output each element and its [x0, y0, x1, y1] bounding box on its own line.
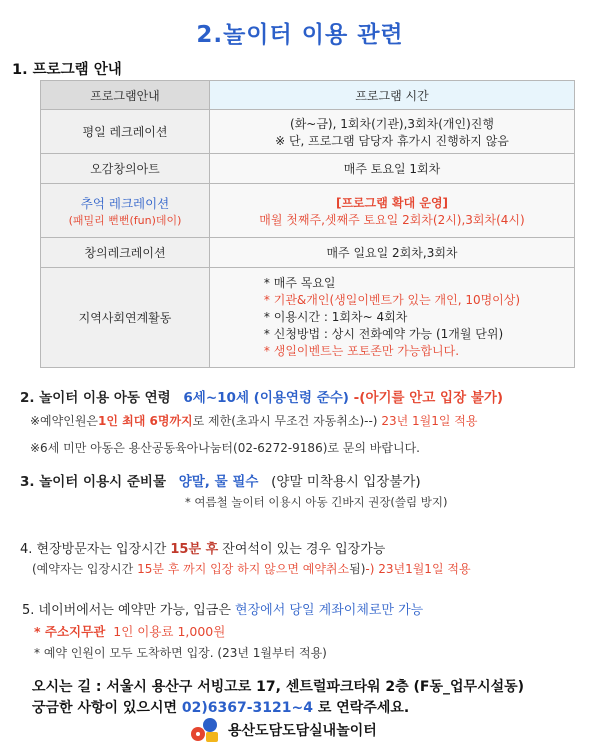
section5-line2	[34, 622, 225, 640]
program-time	[210, 110, 575, 154]
program-time	[210, 184, 575, 238]
note-text: 로 제한(초과시 무조건 자동취소)--)	[192, 414, 378, 428]
table-header-row	[41, 81, 575, 110]
program-time: 매주 일요일 2회차,3회차	[210, 238, 575, 268]
table-row	[41, 154, 575, 184]
brand-name: 용산도담도담실내놀이터	[228, 723, 377, 739]
program-name-subline: (패밀리 뻔뻔(fun)데이)	[68, 213, 182, 227]
highlight: 15분 후	[170, 542, 219, 557]
program-time-line: * 기관&개인(생일이벤트가 있는 개인, 10명이상)	[263, 293, 521, 307]
section4-line1	[20, 538, 385, 557]
note-highlight: 1인 최대 6명까지	[98, 414, 193, 428]
section2-age: 6세~10세 (이용연령 준수)	[183, 390, 349, 406]
program-name: 창의레크레이션	[41, 238, 210, 268]
text: (예약자는 입장시간	[32, 562, 134, 576]
program-detail-list	[264, 275, 520, 360]
program-time-line: [프로그램 확대 운영]	[335, 195, 449, 210]
program-time-line: 매월 첫째주,셋째주 토요일 2회차(2시),3회차(4시)	[259, 212, 525, 227]
text: * 주소지무관	[34, 624, 106, 639]
program-table	[40, 80, 575, 368]
section2-note1	[30, 412, 477, 429]
section2-note2: ※6세 미만 아동은 용산공동육아나눔터(02-6272-9186)로 문의 바랍니다.	[30, 441, 420, 455]
highlight: 1인 이용료 1,000원	[113, 624, 226, 639]
program-name	[41, 184, 210, 238]
program-time-line: * 생일이벤트는 포토존만 가능합니다.	[263, 344, 460, 358]
page-title: 2.놀이터 이용 관련	[196, 22, 404, 48]
phone-number: 02)6367-3121~4	[181, 700, 313, 716]
text: 됨)	[349, 562, 366, 576]
program-time-line: * 이용시간 : 1회차~ 4회차	[263, 310, 408, 324]
note-text: ※예약인원은	[30, 414, 99, 428]
section2-warn: -(아기를 안고 입장 불가)	[353, 390, 504, 406]
program-time: 매주 토요일 1회차	[210, 154, 575, 184]
note-date: -) 23년1월1일 적용	[365, 562, 471, 576]
highlight: 15분 후 까지 입장 하지 않으면 예약취소	[137, 562, 350, 576]
program-time-line: (화~금), 1회차(기관),3회차(개인)진행	[290, 116, 494, 131]
text: 5. 네이버에서는 예약만 가능, 입금은	[22, 603, 231, 618]
program-time	[210, 268, 575, 368]
table-row	[41, 110, 575, 154]
program-name: 오감창의아트	[41, 154, 210, 184]
section5-line3: * 예약 인원이 모두 도착하면 입장. (23년 1월부터 적용)	[34, 646, 327, 660]
text: 궁금한 사항이 있으시면	[32, 700, 177, 716]
highlight: 현장에서 당일 계좌이체로만 가능	[235, 603, 424, 618]
text: 로 연락주세요.	[317, 700, 410, 716]
program-name: 평일 레크레이션	[41, 110, 210, 154]
section3-note: * 여름철 놀이터 이용시 아동 긴바지 권장(쓸림 방지)	[185, 495, 448, 509]
section3-aside: (양말 미착용시 입장불가)	[271, 474, 421, 490]
brand-logo-icon	[190, 716, 222, 744]
text: 잔여석이 있는 경우 입장가능	[222, 542, 386, 557]
text: 4. 현장방문자는 입장시간	[20, 542, 167, 557]
section5-line1	[22, 599, 423, 618]
section4-line2	[32, 560, 471, 577]
program-time-line: * 매주 목요일	[263, 276, 336, 290]
section2-line	[20, 386, 503, 406]
table-row	[41, 268, 575, 368]
section3-label: 3. 놀이터 이용시 준비물	[20, 474, 166, 490]
program-name: 지역사회연계활동	[41, 268, 210, 368]
program-time-line: ※ 단, 프로그램 담당자 휴가시 진행하지 않음	[275, 133, 509, 148]
section3-items: 양말, 물 필수	[178, 474, 259, 490]
program-name-line: 추억 레크레이션	[80, 195, 170, 211]
footer-address: 오시는 길 : 서울시 용산구 서빙고로 17, 센트럴파크타워 2층 (F동_업무시설동)	[32, 679, 525, 695]
table-row	[41, 238, 575, 268]
table-row	[41, 184, 575, 238]
header-program-time: 프로그램 시간	[210, 81, 575, 110]
footer-contact	[32, 697, 409, 717]
section3-line	[20, 470, 421, 490]
program-time-line: * 신청방법 : 상시 전화예약 가능 (1개월 단위)	[263, 327, 504, 341]
section1-heading: 1. 프로그램 안내	[12, 62, 122, 78]
header-program-name: 프로그램안내	[41, 81, 210, 110]
section2-label: 2. 놀이터 이용 아동 연령	[20, 390, 171, 406]
note-date: 23년 1월1일 적용	[381, 414, 478, 428]
